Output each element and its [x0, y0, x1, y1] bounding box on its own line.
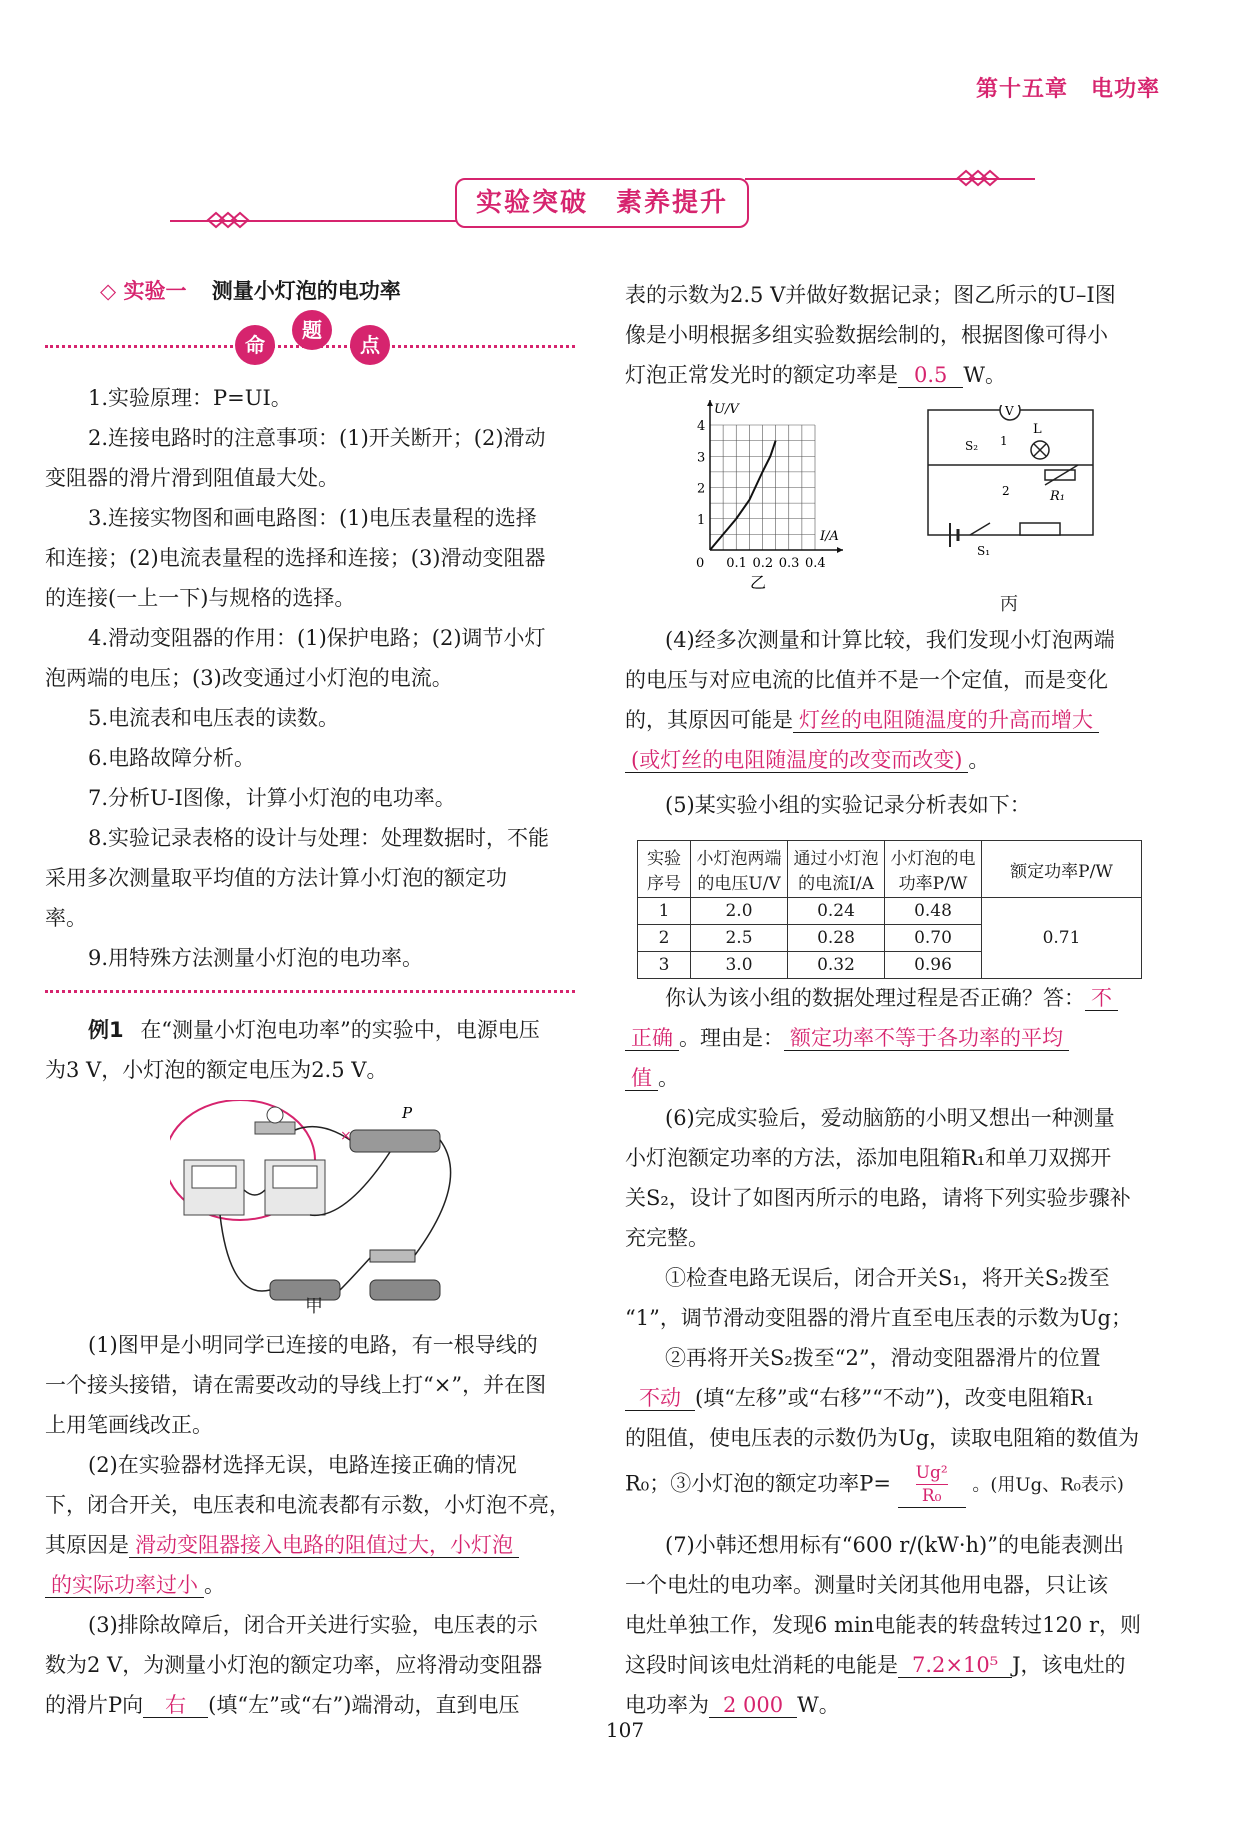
answer-blank[interactable]: 值: [625, 1066, 658, 1091]
y-tick-label: 4: [697, 419, 706, 434]
point-line: 5.电流表和电压表的读数。: [88, 706, 340, 730]
point-line: 泡两端的电压；(3)改变通过小灯泡的电流。: [45, 666, 453, 690]
voltmeter-label: V: [1005, 405, 1014, 418]
x-tick-label: 0.3: [778, 556, 800, 571]
fraction-denominator: R₀: [921, 1486, 942, 1506]
q6-line: 充完整。: [625, 1226, 709, 1250]
banner-ornament-left-icon: [205, 210, 251, 230]
table-cell: 2.0: [691, 898, 788, 925]
point-line: 1.实验原理：P=UI。: [88, 386, 292, 410]
circuit-diagram-bing: [920, 405, 1105, 585]
table-header: 实验序号: [638, 841, 691, 898]
q7-line: (7)小韩还想用标有“600 r/(kW·h)”的电能表测出: [665, 1533, 1124, 1557]
point-line: 采用多次测量取平均值的方法计算小灯泡的额定功: [45, 866, 507, 890]
rated-power-cell: 0.71: [982, 898, 1142, 979]
slider-p-label: P: [402, 1104, 413, 1122]
q4-line: 的电压与对应电流的比值并不是一个定值，而是变化: [625, 668, 1108, 692]
q5-line: (5)某实验小组的实验记录分析表如下：: [665, 793, 1031, 817]
point-line: 2.连接电路时的注意事项：(1)开关断开；(2)滑动: [88, 426, 546, 450]
q7-line: 电灶单独工作，发现6 min电能表的转盘转过120 r，则: [625, 1613, 1141, 1637]
q3-line: 数为2 V，为测量小灯泡的额定功率，应将滑动变阻器: [45, 1653, 543, 1677]
q5-line: 正确 。理由是： 额定功率不等于各功率的平均: [625, 1018, 1069, 1058]
table-header: 小灯泡两端的电压U/V: [691, 841, 788, 898]
q6-line: “1”，调节滑动变阻器的滑片直至电压表的示数为Ug；: [625, 1306, 1132, 1330]
answer-blank[interactable]: 滑动变阻器接入电路的阻值过大，小灯泡: [129, 1533, 519, 1558]
point-line: 率。: [45, 906, 87, 930]
point-line: 变阻器的滑片滑到阻值最大处。: [45, 466, 339, 490]
example-stem: 为3 V，小灯泡的额定电压为2.5 V。: [45, 1058, 388, 1082]
x-tick-label: 0.1: [726, 556, 747, 571]
point-line: 3.连接实物图和画电路图：(1)电压表量程的选择: [88, 506, 537, 530]
q3-line: 像是小明根据多组实验数据绘制的，根据图像可得小: [625, 323, 1108, 347]
y-tick-label: 1: [697, 512, 706, 528]
data-table: [637, 840, 1142, 979]
answer-blank[interactable]: 额定功率不等于各功率的平均: [784, 1026, 1069, 1051]
q6-line: (6)完成实验后，爱动脑筋的小明又想出一种测量: [665, 1106, 1115, 1130]
contact-2-label: 2: [1002, 484, 1010, 498]
experiment-heading: [100, 275, 401, 305]
table-header-row: [638, 841, 1142, 898]
q2-line: 的实际功率过小 。: [45, 1565, 225, 1605]
q6-line: 的阻值，使电压表的示数仍为Ug，读取电阻箱的数值为: [625, 1426, 1140, 1450]
chart-title: 乙: [750, 573, 767, 590]
fraction-numerator: Ug²: [915, 1463, 948, 1483]
answer-blank[interactable]: 不: [1085, 986, 1118, 1011]
q5-line: 你认为该小组的数据处理过程是否正确？答： 不: [665, 978, 1118, 1018]
table-header: 通过小灯泡的电流I/A: [788, 841, 885, 898]
table-cell: 0.28: [788, 925, 885, 952]
q6-line: 关S₂，设计了如图丙所示的电路，请将下列实验步骤补: [625, 1186, 1131, 1210]
ui-chart: [680, 400, 860, 590]
q1-line: 一个接头接错，请在需要改动的导线上打“×”，并在图: [45, 1373, 547, 1397]
table-cell: 0.24: [788, 898, 885, 925]
q4-line: (4)经多次测量和计算比较，我们发现小灯泡两端: [665, 628, 1115, 652]
y-tick-label: 2: [697, 481, 706, 497]
table-cell: 3: [638, 952, 691, 979]
q6-line: ②再将开关S₂拨至“2”，滑动变阻器滑片的位置: [665, 1346, 1101, 1370]
q3-line: 灯泡正常发光时的额定功率是 0.5 W。: [625, 363, 1006, 387]
table-cell: 1: [638, 898, 691, 925]
example-stem: 例1 在“测量小灯泡电功率”的实验中，电源电压: [88, 1018, 540, 1042]
table-cell: 0.96: [885, 952, 982, 979]
table-cell: 2: [638, 925, 691, 952]
figure-label-jia: 甲: [305, 1296, 323, 1317]
experiment-tag: 实验一: [123, 279, 187, 303]
q2-line: 其原因是 滑动变阻器接入电路的阻值过大，小灯泡: [45, 1525, 519, 1565]
q2-line: (2)在实验器材选择无误，电路连接正确的情况: [88, 1453, 517, 1477]
x-axis-label: I/A: [820, 529, 839, 544]
answer-blank[interactable]: 灯丝的电阻随温度的升高而增大: [793, 708, 1099, 733]
point-line: 8.实验记录表格的设计与处理：处理数据时，不能: [88, 826, 550, 850]
example-label: 例1: [88, 1018, 124, 1042]
x-axis-arrow-icon: [837, 547, 843, 553]
topic-bubble: 命: [235, 325, 275, 365]
table-cell: 0.32: [788, 952, 885, 979]
diamond-icon: ◇: [100, 279, 117, 303]
table-cell: 3.0: [691, 952, 788, 979]
q7-line: 这段时间该电灶消耗的电能是 7.2×10⁵ J，该电灶的: [625, 1653, 1126, 1677]
topic-bubble: 题: [292, 310, 332, 350]
q3-line: (3)排除故障后，闭合开关进行实验，电压表的示: [88, 1613, 538, 1637]
x-tick-label: 0.4: [805, 556, 826, 571]
section-banner: 实验突破 素养提升: [455, 178, 749, 228]
series-line: [710, 441, 776, 550]
s2-label: S₂: [965, 439, 979, 453]
q6-line: ①检查电路无误后，闭合开关S₁，将开关S₂拨至: [665, 1266, 1110, 1290]
y-tick-label: 3: [697, 450, 706, 466]
answer-blank[interactable]: 的实际功率过小: [45, 1573, 204, 1598]
contact-1-label: 1: [1000, 434, 1008, 448]
q3-line: 表的示数为2.5 V并做好数据记录；图乙所示的U–I图: [625, 283, 1116, 307]
q1-line: 上用笔画线改正。: [45, 1413, 213, 1437]
answer-blank[interactable]: 右: [143, 1693, 208, 1718]
topic-bubble: 点: [350, 325, 390, 365]
figure-label-bing: 丙: [1000, 594, 1018, 615]
q6-line: R₀；③小灯泡的额定功率P= $\frac{\text{Ug²}}{\text{R₀}}$ 。(用Ug、R₀表示): [625, 1463, 1124, 1506]
banner-ornament-right-icon: [955, 168, 1001, 188]
q4-line: (或灯丝的电阻随温度的改变而改变) 。: [625, 740, 989, 780]
s1-label: S₁: [977, 544, 991, 558]
q7-line: 电功率为 2 000 W。: [625, 1693, 840, 1717]
y-axis-label: U/V: [714, 402, 739, 417]
answer-blank[interactable]: (或灯丝的电阻随温度的改变而改变): [625, 748, 968, 773]
answer-blank[interactable]: 不动: [625, 1386, 695, 1411]
experiment-title: 测量小灯泡的电功率: [211, 279, 401, 303]
q1-line: (1)图甲是小明同学已连接的电路，有一根导线的: [88, 1333, 538, 1357]
y-axis-arrow-icon: [707, 400, 713, 406]
x-tick-label: 0: [696, 556, 705, 571]
table-cell: 2.5: [691, 925, 788, 952]
q2-line: 下，闭合开关，电压表和电流表都有示数，小灯泡不亮，: [45, 1493, 570, 1517]
dotted-divider: [45, 990, 575, 993]
svg-text:×: ×: [340, 1128, 352, 1144]
power-fraction[interactable]: [898, 1462, 966, 1508]
point-line: 7.分析U-I图像，计算小灯泡的电功率。: [88, 786, 456, 810]
x-tick-label: 0.2: [752, 556, 774, 571]
table-cell: 0.70: [885, 925, 982, 952]
answer-blank[interactable]: 0.5: [898, 363, 963, 388]
q3-line: 的滑片P向 右 (填“左”或“右”)端滑动，直到电压: [45, 1693, 520, 1717]
q6-line: 小灯泡额定功率的方法，添加电阻箱R₁和单刀双掷开: [625, 1146, 1112, 1170]
table-cell: 0.48: [885, 898, 982, 925]
point-line: 9.用特殊方法测量小灯泡的电功率。: [88, 946, 424, 970]
point-line: 4.滑动变阻器的作用：(1)保护电路；(2)调节小灯: [88, 626, 546, 650]
table-header: 小灯泡的电功率P/W: [885, 841, 982, 898]
q5-line: 值 。: [625, 1058, 679, 1098]
chapter-title: 第十五章 电功率: [975, 77, 1160, 102]
q6-line: 不动 (填“左移”或“右移”“不动”)，改变电阻箱R₁: [625, 1378, 1094, 1418]
lamp-label: L: [1033, 422, 1042, 437]
q4-line: 的，其原因可能是 灯丝的电阻随温度的升高而增大: [625, 700, 1099, 740]
q7-line: 一个电灶的电功率。测量时关闭其他用电器，只让该: [625, 1573, 1108, 1597]
page-number: 107: [605, 1718, 645, 1742]
point-line: 6.电路故障分析。: [88, 746, 256, 770]
answer-blank[interactable]: 正确: [625, 1026, 679, 1051]
answer-blank[interactable]: 7.2×10⁵: [898, 1653, 1012, 1678]
table-row: [638, 898, 1142, 925]
circuit-figure-jia: [170, 1100, 500, 1310]
r1-label: R₁: [1050, 489, 1065, 504]
point-line: 和连接；(2)电流表量程的选择和连接；(3)滑动变阻器: [45, 546, 546, 570]
point-line: 的连接(一上一下)与规格的选择。: [45, 586, 356, 610]
answer-blank[interactable]: 2 000: [709, 1693, 797, 1718]
table-header: 额定功率P/W: [982, 841, 1142, 898]
